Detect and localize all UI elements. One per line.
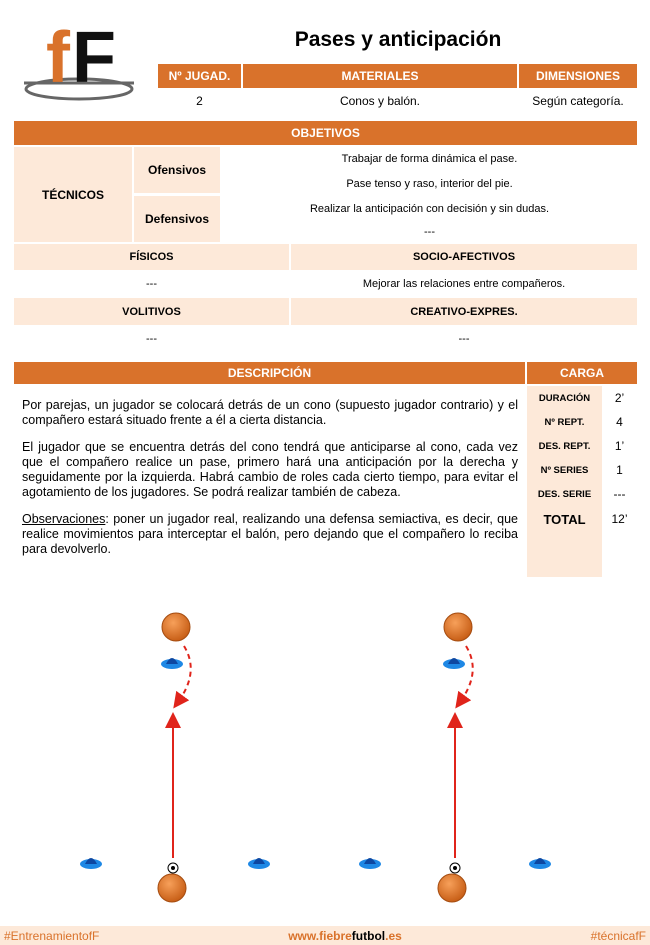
ball-icon <box>168 863 178 873</box>
carga-row-repeticiones: Nº REPT. 4 <box>544 415 623 429</box>
socio-afectivos-label: SOCIO-AFECTIVOS <box>291 244 637 270</box>
carga-header: CARGA <box>527 362 637 384</box>
cone-icon <box>359 858 381 869</box>
fisicos-label: FÍSICOS <box>14 244 289 270</box>
anticipation-arrow-right <box>460 646 473 702</box>
carga-row-series: Nº SERIES 1 <box>540 463 623 477</box>
player-defender-right <box>444 613 472 641</box>
footer-website[interactable] <box>288 929 402 943</box>
creativo-expres-label: CREATIVO-EXPRES. <box>291 298 637 325</box>
footer-hashtag-right: #técnicafF <box>590 928 646 943</box>
page-title: Pases y anticipación <box>294 28 502 51</box>
creativo-expres-value: --- <box>458 333 470 345</box>
value-materials: Conos y balón. <box>339 94 421 108</box>
objetivo-line-2: Pase tenso y raso, interior del pie. <box>346 177 513 190</box>
header-players: Nº JUGAD. <box>158 64 241 88</box>
svg-text:f: f <box>46 18 70 98</box>
fisicos-value: --- <box>146 278 157 290</box>
cone-icon <box>443 658 465 669</box>
volitivos-value: --- <box>146 333 157 345</box>
carga-row-total: TOTAL 12’ <box>543 511 628 527</box>
value-players: 2 <box>196 94 203 108</box>
observaciones-label: Observaciones <box>22 512 106 526</box>
svg-text:F: F <box>72 18 116 98</box>
carga-row-descanso-repeticion: DES. REPT. 1’ <box>538 439 625 453</box>
descripcion-paragraph-2: El jugador que se encuentra detrás del cono tendrá que anticiparse al cono, cada vez que el compañero realice un pase, primero hará una anticipación por la derecha y seguidamente por la izquierda. Habrá cambio de roles cada cierto tiempo, para evitar el agotamiento de los jugadores. Se podrá realizar también de cabeza. <box>22 440 518 499</box>
observaciones-paragraph <box>22 512 518 557</box>
player-passer-left <box>158 874 186 902</box>
defensivos-label: Defensivos <box>134 196 220 242</box>
header-materials: MATERIALES <box>243 64 517 88</box>
player-passer-right <box>438 874 466 902</box>
tecnicos-label: TÉCNICOS <box>14 147 132 242</box>
ball-icon <box>450 863 460 873</box>
volitivos-label: VOLITIVOS <box>14 298 289 325</box>
descripcion-paragraph-1: Por parejas, un jugador se colocará detrás de un cono (supuesto jugador contrario) y el compañero estará situado frente a él a cierta distancia. <box>22 398 518 427</box>
exercise-diagram <box>0 590 650 920</box>
player-defender-left <box>162 613 190 641</box>
objetivo-line-4: --- <box>424 226 435 238</box>
carga-table <box>527 386 637 532</box>
logo-graphic <box>22 12 137 112</box>
cone-icon <box>529 858 551 869</box>
objetivo-line-1: Trabajar de forma dinámica el pase. <box>341 152 518 165</box>
cone-icon <box>248 858 270 869</box>
objetivos-header: OBJETIVOS <box>14 121 637 145</box>
objetivo-line-3: Realizar la anticipación con decisión y sin dudas. <box>309 202 550 215</box>
cone-icon <box>161 658 183 669</box>
footer-website-part-a: www.fiebre <box>288 928 352 943</box>
socio-afectivos-value: Mejorar las relaciones entre compañeros. <box>362 278 566 290</box>
footer-website-part-b: futbol <box>351 928 386 943</box>
footer-hashtag-left: #EntrenamientofF <box>4 928 100 943</box>
carga-row-duracion: DURACIÓN 2’ <box>538 391 625 405</box>
observaciones-text: : poner un jugador real, realizando una defensa semiactiva, es decir, que realice movimientos para interceptar el balón, pero dejando que el compañero lo reciba para devolverlo. <box>22 512 518 556</box>
descripcion-header: DESCRIPCIÓN <box>14 362 525 384</box>
carga-row-descanso-serie: DES. SERIE --- <box>537 487 626 501</box>
value-dimensions: Según categoría. <box>532 94 624 108</box>
anticipation-arrow-left <box>178 646 191 702</box>
descripcion-body <box>22 398 518 569</box>
logo <box>22 12 137 112</box>
cone-icon <box>80 858 102 869</box>
ofensivos-label: Ofensivos <box>134 147 220 193</box>
footer <box>0 926 650 945</box>
header-dimensions: DIMENSIONES <box>519 64 637 88</box>
footer-website-part-c: .es <box>385 928 402 943</box>
